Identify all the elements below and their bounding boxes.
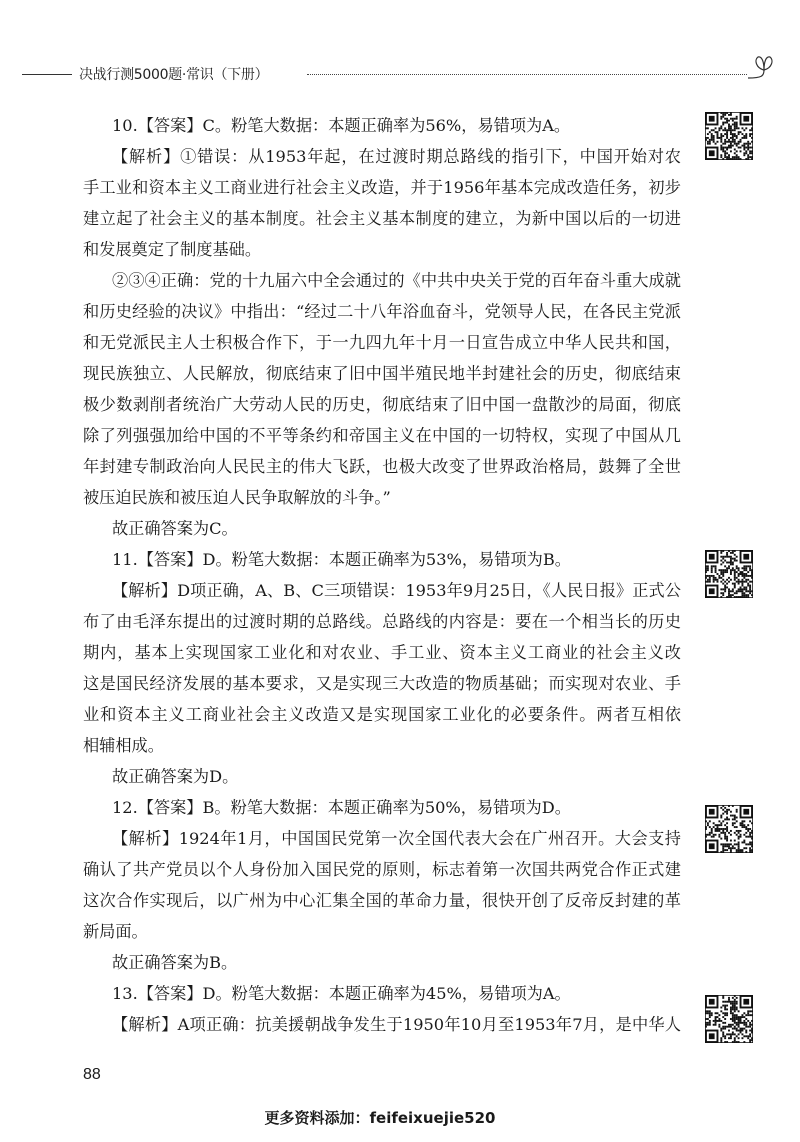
text-line: 建立起了社会主义的基本制度。社会主义基本制度的建立，为新中国以后的一切进 <box>83 209 681 228</box>
text-line: 【解析】A项正确：抗美援朝战争发生于1950年10月至1953年7月，是中华人 <box>112 1015 681 1034</box>
text-line: 12.【答案】B。粉笔大数据：本题正确率为50%，易错项为D。 <box>112 798 571 817</box>
answer-explanations <box>83 110 681 1040</box>
sprout-icon <box>744 48 784 88</box>
text-line: 这是国民经济发展的基本要求，又是实现三大改造的物质基础；而实现对农业、手 <box>83 674 681 693</box>
text-line: 被压迫民族和被压迫人民争取解放的斗争。” <box>83 488 391 507</box>
text-line: 和历史经验的决议》中指出：“经过二十八年浴血奋斗，党领导人民，在各民主党派 <box>83 302 681 321</box>
qr-code-icon <box>705 995 753 1043</box>
text-line: 极少数剥削者统治广大劳动人民的历史，彻底结束了旧中国一盘散沙的局面，彻底 <box>83 395 681 414</box>
text-line: ②③④正确：党的十九届六中全会通过的《中共中央关于党的百年奋斗重大成就 <box>112 271 681 290</box>
text-line: 故正确答案为C。 <box>112 519 238 538</box>
footer-note <box>0 1107 800 1128</box>
text-line: 除了列强强加给中国的不平等条约和帝国主义在中国的一切特权，实现了中国从几 <box>83 426 681 445</box>
text-line: 相辅相成。 <box>83 736 164 755</box>
text-line: 【解析】D项正确，A、B、C三项错误：1953年9月25日，《人民日报》正式公 <box>112 581 681 600</box>
text-line: 确认了共产党员以个人身份加入国民党的原则，标志着第一次国共两党合作正式建 <box>83 860 681 879</box>
text-line: 期内，基本上实现国家工业化和对农业、手工业、资本主义工商业的社会主义改 <box>83 643 681 662</box>
text-line: 业和资本主义工商业社会主义改造又是实现国家工业化的必要条件。两者互相依 <box>83 705 681 724</box>
header-rule-dotted <box>307 74 747 75</box>
text-line: 和无党派民主人士积极合作下，于一九四九年十月一日宣告成立中华人民共和国， <box>83 333 681 352</box>
qr-code-icon <box>705 112 753 160</box>
text-line: 新局面。 <box>83 922 148 941</box>
text-line: 这次合作实现后，以广州为中心汇集全国的革命力量，很快开创了反帝反封建的革 <box>83 891 681 910</box>
text-line: 年封建专制政治向人民民主的伟大飞跃，也极大改变了世界政治格局，鼓舞了全世 <box>83 457 681 476</box>
header-rule-left <box>22 74 72 75</box>
book-title: 决战行测5000题·常识（下册） <box>79 67 269 83</box>
footer-text: 更多资料添加：feifeixuejie520 <box>264 1109 496 1127</box>
qr-code-icon <box>705 550 753 598</box>
text-line: 10.【答案】C。粉笔大数据：本题正确率为56%，易错项为A。 <box>112 116 571 135</box>
text-line: 手工业和资本主义工商业进行社会主义改造，并于1956年基本完成改造任务，初步 <box>83 178 681 197</box>
text-line: 故正确答案为B。 <box>112 953 238 972</box>
text-line: 13.【答案】D。粉笔大数据：本题正确率为45%，易错项为A。 <box>112 984 571 1003</box>
text-line: 【解析】1924年1月，中国国民党第一次全国代表大会在广州召开。大会支持 <box>112 829 681 848</box>
page-number: 88 <box>83 1066 101 1083</box>
text-line: 现民族独立、人民解放，彻底结束了旧中国半殖民地半封建社会的历史，彻底结束 <box>83 364 681 383</box>
running-header <box>22 62 782 86</box>
text-line: 布了由毛泽东提出的过渡时期的总路线。总路线的内容是：要在一个相当长的历史 <box>83 612 681 631</box>
text-line: 和发展奠定了制度基础。 <box>83 240 262 259</box>
text-line: 11.【答案】D。粉笔大数据：本题正确率为53%，易错项为B。 <box>112 550 571 569</box>
text-line: 故正确答案为D。 <box>112 767 239 786</box>
qr-code-icon <box>705 805 753 853</box>
text-line: 【解析】①错误：从1953年起，在过渡时期总路线的指引下，中国开始对农 <box>112 147 681 166</box>
